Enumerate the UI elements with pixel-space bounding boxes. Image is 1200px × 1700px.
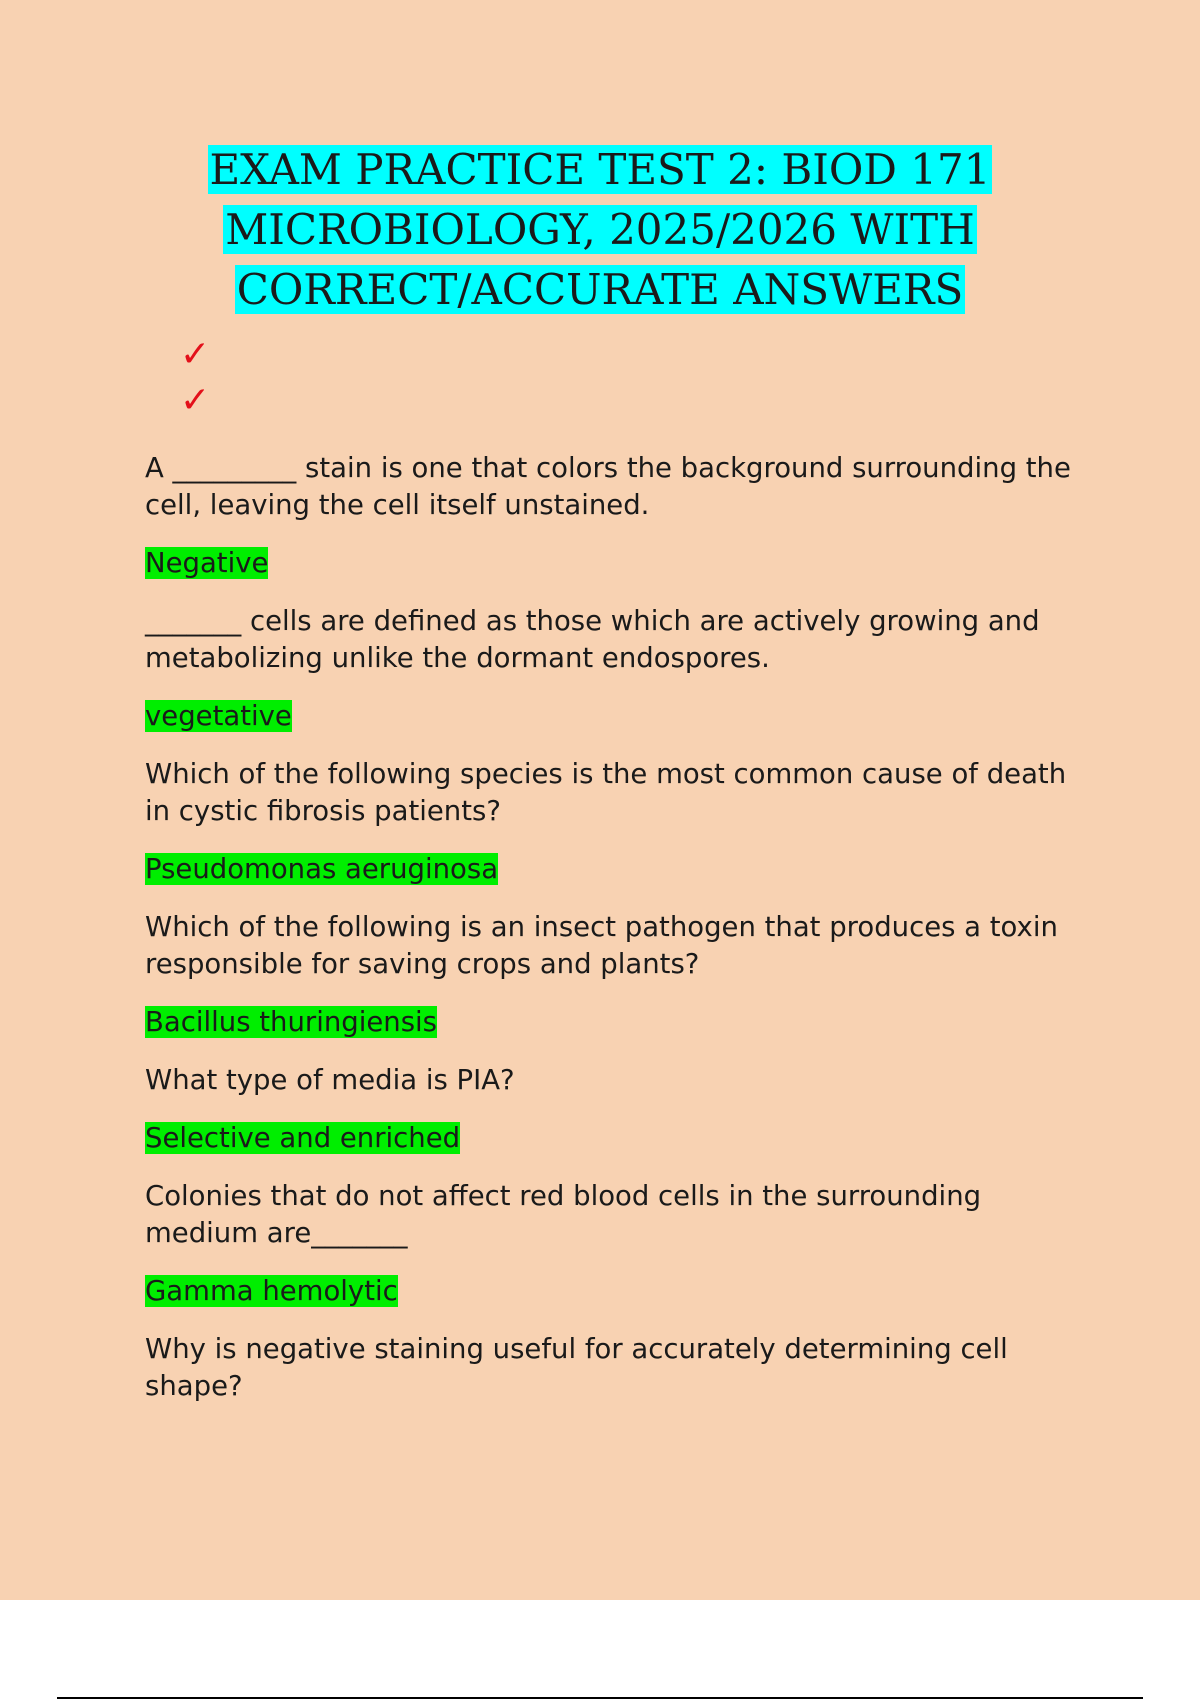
answer-item — [145, 1273, 1090, 1310]
question-text: What type of media is PIA? — [145, 1064, 515, 1096]
document-title — [0, 140, 1200, 320]
footer-divider — [57, 1697, 1143, 1699]
answer-highlight: Negative — [145, 547, 269, 579]
answer-highlight: Bacillus thuringiensis — [145, 1006, 438, 1038]
answer-item — [145, 698, 1090, 735]
answer-item — [145, 545, 1090, 582]
checkmark-group — [180, 332, 210, 424]
answer-item — [145, 851, 1090, 888]
title-line-2: MICROBIOLOGY, 2025/2026 WITH — [225, 205, 975, 254]
checkmark-icon: ✓ — [180, 380, 211, 421]
answer-highlight: Selective and enriched — [145, 1122, 461, 1154]
answer-item — [145, 1004, 1090, 1041]
answer-item — [145, 1120, 1090, 1157]
question-text: _______ cells are defined as those which are actively growing and metabolizing unlike the dormant endospores. — [145, 605, 1040, 674]
question-text: Why is negative staining useful for accurately determining cell shape? — [145, 1333, 1008, 1402]
answer-highlight: Gamma hemolytic — [145, 1275, 398, 1307]
question-text: Colonies that do not affect red blood cells in the surrounding medium are_______ — [145, 1180, 982, 1249]
question-text: Which of the following species is the most common cause of death in cystic fibrosis patients? — [145, 758, 1067, 827]
question-text: A _________ stain is one that colors the background surrounding the cell, leaving the cell itself unstained. — [145, 452, 1071, 521]
answer-highlight: Pseudomonas aeruginosa — [145, 853, 499, 885]
title-line-3: CORRECT/ACCURATE ANSWERS — [236, 265, 964, 314]
answer-highlight: vegetative — [145, 700, 292, 732]
question-text: Which of the following is an insect pathogen that produces a toxin responsible for saving crops and plants? — [145, 911, 1058, 980]
checkmark-icon: ✓ — [180, 334, 211, 375]
title-line-1: EXAM PRACTICE TEST 2: BIOD 171 — [209, 145, 991, 194]
qa-list — [145, 450, 1090, 1426]
